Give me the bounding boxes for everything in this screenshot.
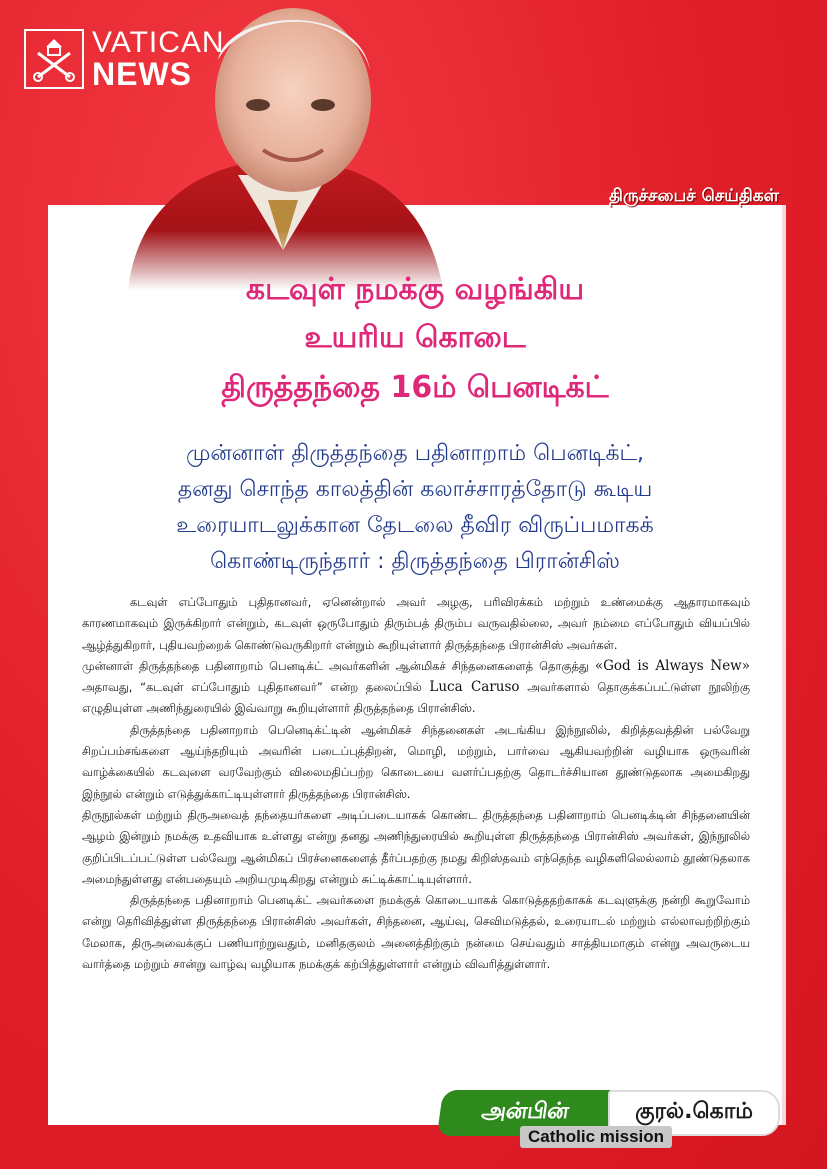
- title-line-1: கடவுள் நமக்கு வழங்கிய: [245, 272, 585, 307]
- editor-name: Luca Caruso: [429, 679, 520, 696]
- subtitle-line: உரையாடலுக்கான தேடலை தீவிர விருப்பமாகக்: [176, 513, 654, 538]
- paragraph: [82, 656, 750, 720]
- paragraph-text: அதாவது, “கடவுள் எப்போதும் புதிதானவர்” என்ற தலைப்பில்: [82, 680, 430, 695]
- paragraph: திருநூல்கள் மற்றும் திருஅவைத் தந்தையர்களை அடிப்படையாகக் கொண்ட திருத்தந்தை பதினாறாம் பெனடிக்டின் சிந்தனையின் ஆழம் இன்றும் நமக்கு உதவியாக உள்ளது என்று தனது அணிந்துரையில் கூறியுள்ள திருத்தந்தை பிரான்சிஸ் அவர்கள், இந்நூலில் குறிப்பிடப்பட்டுள்ள பல்வேறு ஆன்மிகப் பிரச்னைகளைத் தீர்ப்பதற்கு நமது கிறிஸ்தவம் எந்தெந்த வழிகளிலெல்லாம் தூண்டுதலாக அமைந்துள்ளது என்பதையும் அறியமுடிகிறது என்றும் சுட்டிக்காட்டியுள்ளார்.: [82, 807, 750, 886]
- paragraph: திருத்தந்தை பதினாறாம் பெனெடிக்ட்டின் ஆன்மிகச் சிந்தனைகள் அடங்கிய இந்நூலில், கிறித்தவத்தின் பல்வேறு சிறப்பம்சங்களை ஆய்ந்தறியும் அவரின் படைப்புத்திறன், மொழி, மற்றும், பார்வை ஆகியவற்றின் வழியாக ஒருவரின் வாழ்க்கையில் கடவுளை வரவேற்கும் விலைமதிப்பற்ற கொடையை வளர்ப்பதற்கு தொடர்ச்சியான தூண்டுதலாக அமைகிறது இந்நூல் என்றும் எடுத்துக்காட்டியுள்ளார் திருத்தந்தை பிரான்சிஸ்.: [82, 722, 750, 801]
- article-body: [82, 592, 750, 975]
- paragraph-text: முன்னாள் திருத்தந்தை பதினாறாம் பெனடிக்ட் அவர்களின் ஆன்மிகச் சிந்தனைகளைத் தொகுத்து: [82, 658, 595, 673]
- logo-line-2: NEWS: [92, 56, 192, 92]
- subtitle-line: தனது சொந்த காலத்தின் கலாச்சாரத்தோடு கூடிய: [177, 477, 653, 502]
- keys-emblem-icon: [24, 29, 84, 89]
- badge-caption: Catholic mission: [520, 1126, 672, 1148]
- vatican-news-logo: [24, 28, 225, 90]
- title-line-3: திருத்தந்தை 16ம் பெனடிக்ட்: [221, 370, 609, 405]
- book-title-english: «God is Always New»: [594, 657, 750, 674]
- paragraph-text: அவர்களால் தொகுக்கப்பட்டுள்ள நூலிற்கு எழுதியுள்ள அணிந்துரையில் இவ்வாறு கூறியுள்ளார் திருத்தந்தை பிரான்சிஸ்.: [82, 680, 750, 716]
- paragraph: திருத்தந்தை பதினாறாம் பெனடிக்ட் அவர்களை நமக்குக் கொடையாகக் கொடுத்ததற்காகக் கடவுளுக்கு நன்றி கூறுவோம் என்று தெரிவித்துள்ள திருத்தந்தை பிரான்சிஸ் அவர்கள், சிந்தனை, ஆய்வு, செவிமடுத்தல், உரையாடல் மற்றும் எல்லாவற்றிற்கும் மேலாக, திருஅவைக்குப் பணியாற்றுவதும், மனிதகுலம் அனைத்திற்கும் நன்மை செய்வதும் சாத்தியமாகும் என்று அவருடைய வார்த்தை மற்றும் சான்று வாழ்வு வழியாக நமக்குக் கற்பித்துள்ளார் என்றும் விவரித்துள்ளார்.: [82, 893, 750, 972]
- subtitle-line: கொண்டிருந்தார் : திருத்தந்தை பிரான்சிஸ்: [210, 549, 620, 574]
- title-line-2: உயரிய கொடை: [304, 320, 526, 355]
- subtitle-line: முன்னாள் திருத்தந்தை பதினாறாம் பெனடிக்ட்,: [185, 441, 645, 466]
- subtitle: [48, 436, 782, 580]
- badge-green-label: அன்பின்: [437, 1090, 613, 1136]
- logo-line-1: VATICAN: [92, 26, 225, 59]
- badge-white-label: குரல்.கொம்: [608, 1090, 780, 1136]
- anbin-kural-badge: [440, 1090, 775, 1152]
- section-label: திருச்சபைச் செய்திகள்: [609, 186, 779, 206]
- paragraph: கடவுள் எப்போதும் புதிதானவர், ஏனென்றால் அவர் அழகு, பரிவிரக்கம் மற்றும் உண்மைக்கு ஆதாரமாகவும் காரணமாகவும் இருக்கிறார் என்றும், கடவுள் ஒருபோதும் திரும்பத் திரும்ப வருவதில்லை, அவர் நம்மை எப்போதும் வியப்பில் ஆழ்த்துகிறார், புதியவற்றைக் கொண்டுவருகிறார் என்றும் கூறியுள்ளார் திருத்தந்தை பிரான்சிஸ் அவர்கள்.: [82, 595, 750, 652]
